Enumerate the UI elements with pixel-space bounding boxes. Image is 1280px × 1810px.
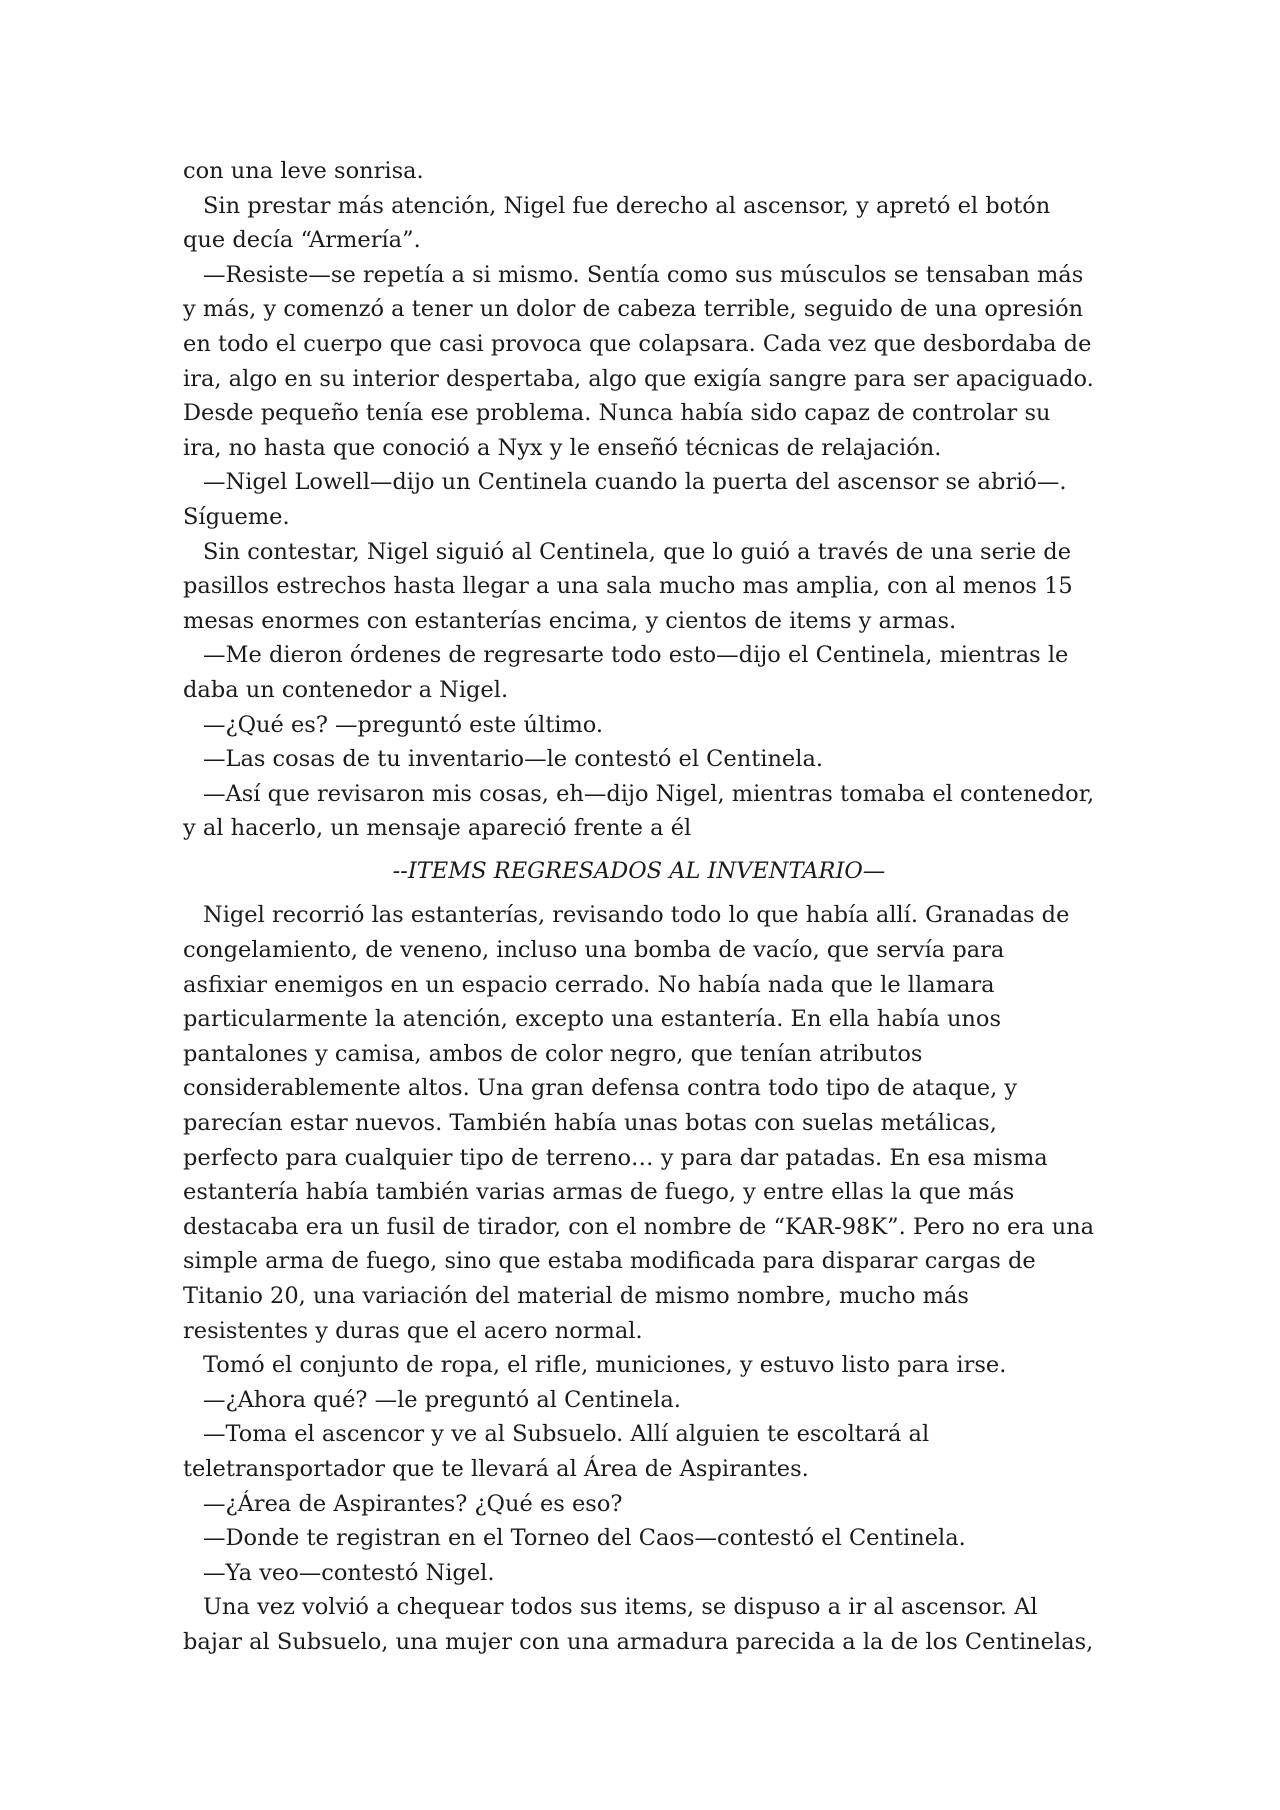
paragraph-13: —¿Ahora qué? —le preguntó al Centinela. xyxy=(203,1386,681,1413)
paragraph-11: Nigel recorrió las estanterías, revisando todo lo que había allí. Granadas de congelamiento, de veneno, incluso una bomba de vacío, que servía para asfixiar enemigos en un espacio cerrado. No había nada que le llamara particularmente la atención, excepto una estantería. En ella había unos pantalones y camisa, ambos de color negro, que tenían atributos considerablemente altos. Una gran defensa contra todo tipo de ataque, y parecían estar nuevos. También había unas botas con suelas metálicas, perfecto para cualquier tipo de terreno… y para dar patadas. En esa misma estantería había también varias armas de fuego, y entre ellas la que más destacaba era un fusil de tirador, con el nombre de “KAR-98K”. Pero no era una simple arma de fuego, sino que estaba modificada para disparar cargas de Titanio 20, una variación del material de mismo nombre, mucho más resistentes y duras que el acero normal. xyxy=(183,902,1095,1344)
paragraph-1: con una leve sonrisa. xyxy=(183,158,424,184)
paragraph-16: —Donde te registran en el Torneo del Caos—contestó el Centinela. xyxy=(203,1525,966,1552)
inventory-notice: --ITEMS REGRESADOS AL INVENTARIO— xyxy=(392,857,886,884)
paragraph-7: —¿Qué es? —preguntó este último. xyxy=(203,711,604,738)
paragraph-12: Tomó el conjunto de ropa, el rifle, municiones, y estuvo listo para irse. xyxy=(203,1352,1007,1379)
paragraph-17: —Ya veo—contestó Nigel. xyxy=(203,1559,495,1586)
paragraph-2: Sin prestar más atención, Nigel fue derecho al ascensor, y apretó el botón que decía “Armería”. xyxy=(183,192,1051,254)
paragraph-18: Una vez volvió a chequear todos sus items, se dispuso a ir al ascensor. Al bajar al Subsuelo, una mujer con una armadura parecida a la de los Centinelas, xyxy=(183,1594,1094,1655)
paragraph-5: Sin contestar, Nigel siguió al Centinela, que lo guió a través de una serie de pasillos estrechos hasta llegar a una sala mucho mas amplia, con al menos 15 mesas enormes con estanterías encima, y cientos de items y armas. xyxy=(183,538,1073,634)
paragraph-9: —Así que revisaron mis cosas, eh—dijo Nigel, mientras tomaba el contenedor, y al hacerlo, un mensaje apareció frente a él xyxy=(183,780,1095,842)
paragraph-14: —Toma el ascencor y ve al Subsuelo. Allí alguien te escoltará al teletransportador que te llevará al Área de Aspirantes. xyxy=(183,1421,930,1482)
paragraph-6: —Me dieron órdenes de regresarte todo esto—dijo el Centinela, mientras le daba un contenedor a Nigel. xyxy=(183,642,1069,703)
paragraph-3: —Resiste—se repetía a si mismo. Sentía como sus músculos se tensaban más y más, y comenzó a tener un dolor de cabeza terrible, seguido de una opresión en todo el cuerpo que casi provoca que colapsara. Cada vez que desbordaba de ira, algo en su interior despertaba, algo que exigía sangre para ser apaciguado. Desde pequeño tenía ese problema. Nunca había sido capaz de controlar su ira, no hasta que conoció a Nyx y le enseñó técnicas de relajación. xyxy=(183,261,1094,461)
paragraph-8: —Las cosas de tu inventario—le contestó el Centinela. xyxy=(203,746,824,773)
paragraph-4: —Nigel Lowell—dijo un Centinela cuando la puerta del ascensor se abrió—. Sígueme. xyxy=(183,469,1067,530)
paragraph-15: —¿Área de Aspirantes? ¿Qué es eso? xyxy=(203,1490,623,1517)
document-page xyxy=(183,154,1095,1660)
